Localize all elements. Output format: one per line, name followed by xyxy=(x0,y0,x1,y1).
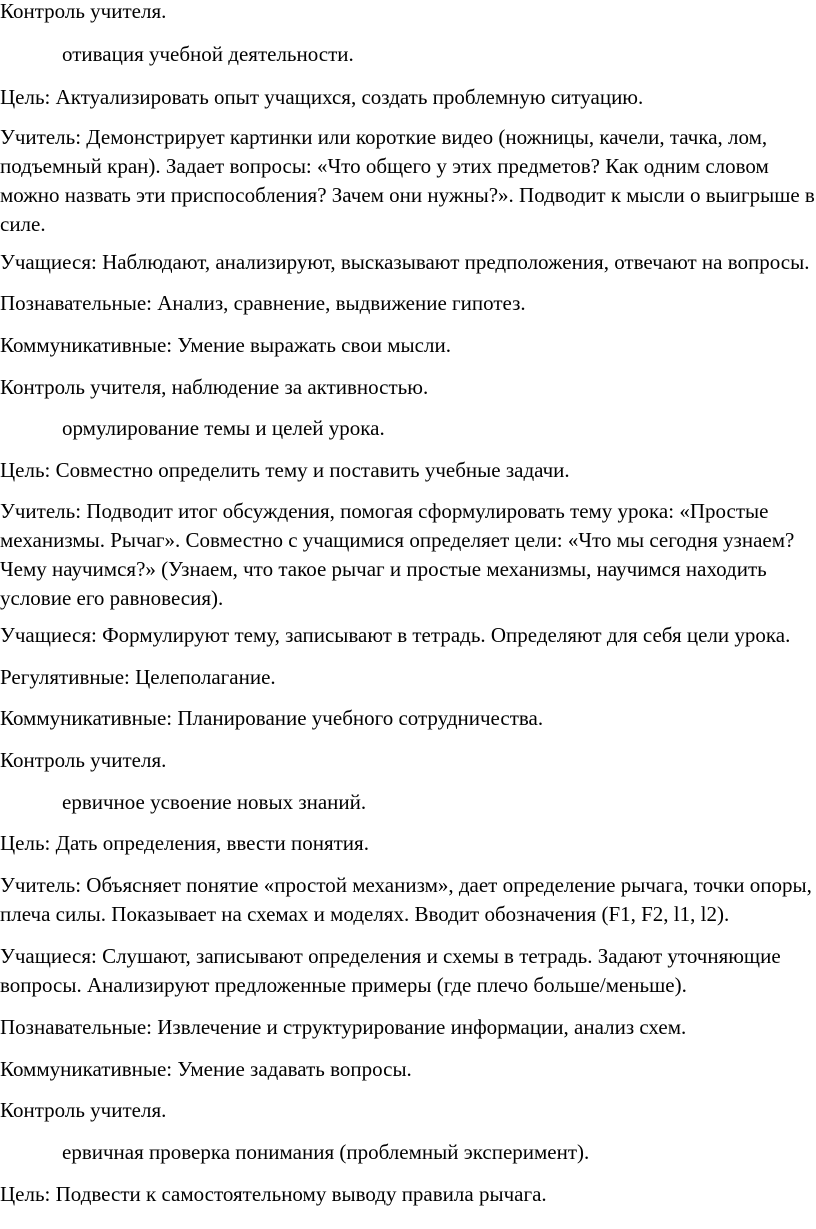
paragraph-teacher-2: Учитель: Подводит итог обсуждения, помогая сформулировать тему урока: «Простые механизмы. Рычаг». Совместно с учащимися определяет цели: «Что мы сегодня узнаем? Чему научимся?» (Узнаем, что такое рычаг и простые механизмы, научимся находить условие его равновесия). xyxy=(0,499,795,610)
paragraph-control-1: Контроль учителя. xyxy=(0,0,167,23)
paragraph-students-2: Учащиеся: Формулируют тему, записывают в тетрадь. Определяют для себя цели урока. xyxy=(0,623,791,647)
paragraph-students-1: Учащиеся: Наблюдают, анализируют, высказывают предположения, отвечают на вопросы. xyxy=(0,250,810,274)
section-heading-primary-check: ервичная проверка понимания (проблемный эксперимент). xyxy=(62,1140,590,1164)
paragraph-goal-2: Цель: Совместно определить тему и поставить учебные задачи. xyxy=(0,458,570,482)
paragraph-regulatory-1: Регулятивные: Целеполагание. xyxy=(0,665,276,689)
paragraph-control-3: Контроль учителя. xyxy=(0,748,167,772)
paragraph-communicative-2: Коммуникативные: Планирование учебного сотрудничества. xyxy=(0,706,544,730)
section-heading-motivation: отивация учебной деятельности. xyxy=(62,42,354,66)
paragraph-control-4: Контроль учителя. xyxy=(0,1098,167,1122)
section-heading-topic: ормулирование темы и целей урока. xyxy=(62,416,385,440)
paragraph-goal-3: Цель: Дать определения, ввести понятия. xyxy=(0,831,369,855)
paragraph-teacher-3: Учитель: Объясняет понятие «простой механизм», дает определение рычага, точки опоры, плеча силы. Показывает на схемах и моделях. Вводит обозначения (F1, F2, l1, l2). xyxy=(0,873,812,926)
paragraph-cognitive-2: Познавательные: Извлечение и структурирование информации, анализ схем. xyxy=(0,1015,687,1039)
paragraph-goal-4: Цель: Подвести к самостоятельному выводу правила рычага. xyxy=(0,1182,547,1206)
paragraph-cognitive-1: Познавательные: Анализ, сравнение, выдвижение гипотез. xyxy=(0,291,526,315)
paragraph-communicative-3: Коммуникативные: Умение задавать вопросы. xyxy=(0,1057,412,1081)
paragraph-communicative-1: Коммуникативные: Умение выражать свои мысли. xyxy=(0,333,451,357)
paragraph-control-2: Контроль учителя, наблюдение за активностью. xyxy=(0,375,429,399)
paragraph-goal-1: Цель: Актуализировать опыт учащихся, создать проблемную ситуацию. xyxy=(0,85,644,109)
paragraph-students-3: Учащиеся: Слушают, записывают определения и схемы в тетрадь. Задают уточняющие вопросы. Анализируют предложенные примеры (где плечо больше/меньше). xyxy=(0,944,781,997)
section-heading-primary-learning: ервичное усвоение новых знаний. xyxy=(62,790,367,814)
paragraph-teacher-1: Учитель: Демонстрирует картинки или короткие видео (ножницы, качели, тачка, лом, подъемный кран). Задает вопросы: «Что общего у этих предметов? Как одним словом можно назвать эти приспособления? Зачем они нужны?». Подводит к мысли о выигрыше в силе. xyxy=(0,125,815,236)
